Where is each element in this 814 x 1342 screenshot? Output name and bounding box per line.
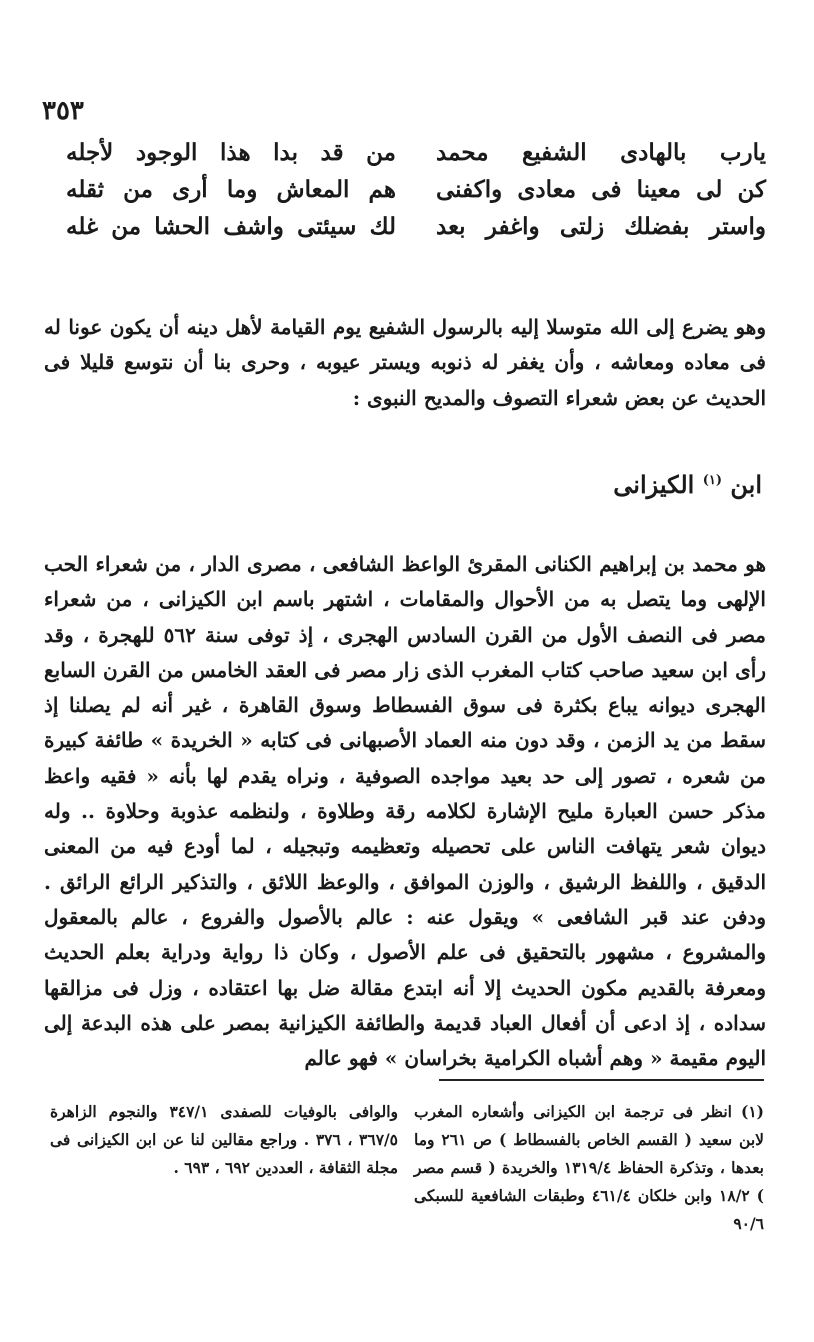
footnote-left-column: والوافى بالوفيات للصفدى ٣٤٧/١ والنجوم الزاهرة ٣٦٧/٥ ، ٣٧٦ . وراجع مقالين لنا عن ابن الكيزانى فى مجلة الثقافة ، العددين ٦٩٢ ، ٦٩٣ . — [50, 1102, 399, 1177]
poem-verses — [66, 134, 766, 245]
heading-word-kizani: الكيزانى — [613, 470, 695, 499]
footnote-right-column: (١) انظر فى ترجمة ابن الكيزانى وأشعاره المغرب لابن سعيد ( القسم الخاص بالفسطاط ) ص ٢٦١ وما بعدها ، وتذكرة الحفاظ ١٣١٩/٤ والخريدة ( قسم مصر ) ١٨/٢ وابن خلكان ٤٦١/٤ وطبقات الشافعية للسبكى ٩٠/٦ — [414, 1102, 764, 1233]
page-number: ٣٥٣ — [42, 96, 84, 126]
poem-second-hemistich: هم المعاش وما أرى من ثقله — [66, 176, 396, 203]
section-heading — [613, 470, 762, 499]
footnote-marker[interactable]: (١) — [702, 473, 723, 488]
poem-second-hemistich: من قد بدا هذا الوجود لأجله — [66, 139, 396, 166]
poem-first-hemistich: يارب بالهادى الشفيع محمد — [436, 139, 766, 166]
poem-line — [66, 134, 766, 171]
poem-line — [66, 171, 766, 208]
intro-paragraph: وهو يضرع إلى الله متوسلا إليه بالرسول الشفيع يوم القيامة لأهل دينه أن يكون عونا له فى معاده ومعاشه ، وأن يغفر له ذنوبه ويستر عيوبه ، وحرى بنا أن نتوسع قليلا فى الحديث عن بعض شعراء التصوف والمديح النبوى : — [44, 315, 766, 410]
poem-second-hemistich: لك سيئتى واشف الحشا من غله — [66, 213, 396, 240]
poem-line — [66, 208, 766, 245]
footnote-divider — [439, 1079, 764, 1081]
body-paragraph: هو محمد بن إبراهيم الكنانى المقرئ الواعظ الشافعى ، مصرى الدار ، من شعراء الحب الإلهى وما يتصل به من الأحوال والمقامات ، اشتهر باسم ابن الكيزانى ، من شعراء مصر فى النصف الأول من القرن السادس الهجرى ، إذ توفى سنة ٥٦٢ للهجرة ، وقد رأى ابن سعيد صاحب كتاب المغرب الذى زار مصر فى العقد الخامس من القرن السابع الهجرى ديوانه يباع بكثرة فى سوق الفسطاط وسوق القاهرة ، غير أنه لم يصلنا إذ سقط من يد الزمن ، وقد دون منه العماد الأصبهانى فى كتابه « الخريدة » طائفة كبيرة من شعره ، تصور إلى حد بعيد مواجده الصوفية ، ونراه يقدم لها بأنه « فقيه واعظ مذكر حسن العبارة مليح الإشارة لكلامه رقة وطلاوة ، ولنظمه عذوبة وحلاوة .. وله ديوان شعر يتهافت الناس على تحصيله وتعظيمه وتبجيله ، لما أودع فيه من المعنى الدقيق ، واللفظ الرشيق ، والوزن الموافق ، والوعظ اللائق ، والتذكير الرائع الرائق . ودفن عند قبر الشافعى » ويقول عنه : عالم بالأصول والفروع ، عالم بالمعقول والمشروع ، مشهور بالتحقيق فى علم الأصول ، وكان ذا رواية ودراية بعلم الحديث ومعرفة بالقديم مكون الحديث إلا أنه ابتدع مقالة ضل بها اعتقاده ، وزل فى مزالقها سداده ، إذ ادعى أن أفعال العباد قديمة والطائفة الكيزانية بمصر على هذه البدعة إلى اليوم مقيمة « وهم أشباه الكرامية بخراسان » فهو عالم — [44, 552, 767, 1071]
poem-first-hemistich: واستر بفضلك زلتى واغفر بعد — [436, 213, 766, 240]
heading-word-ibn: ابن — [730, 470, 762, 499]
poem-first-hemistich: كن لى معينا فى معادى واكفنى — [436, 176, 766, 203]
